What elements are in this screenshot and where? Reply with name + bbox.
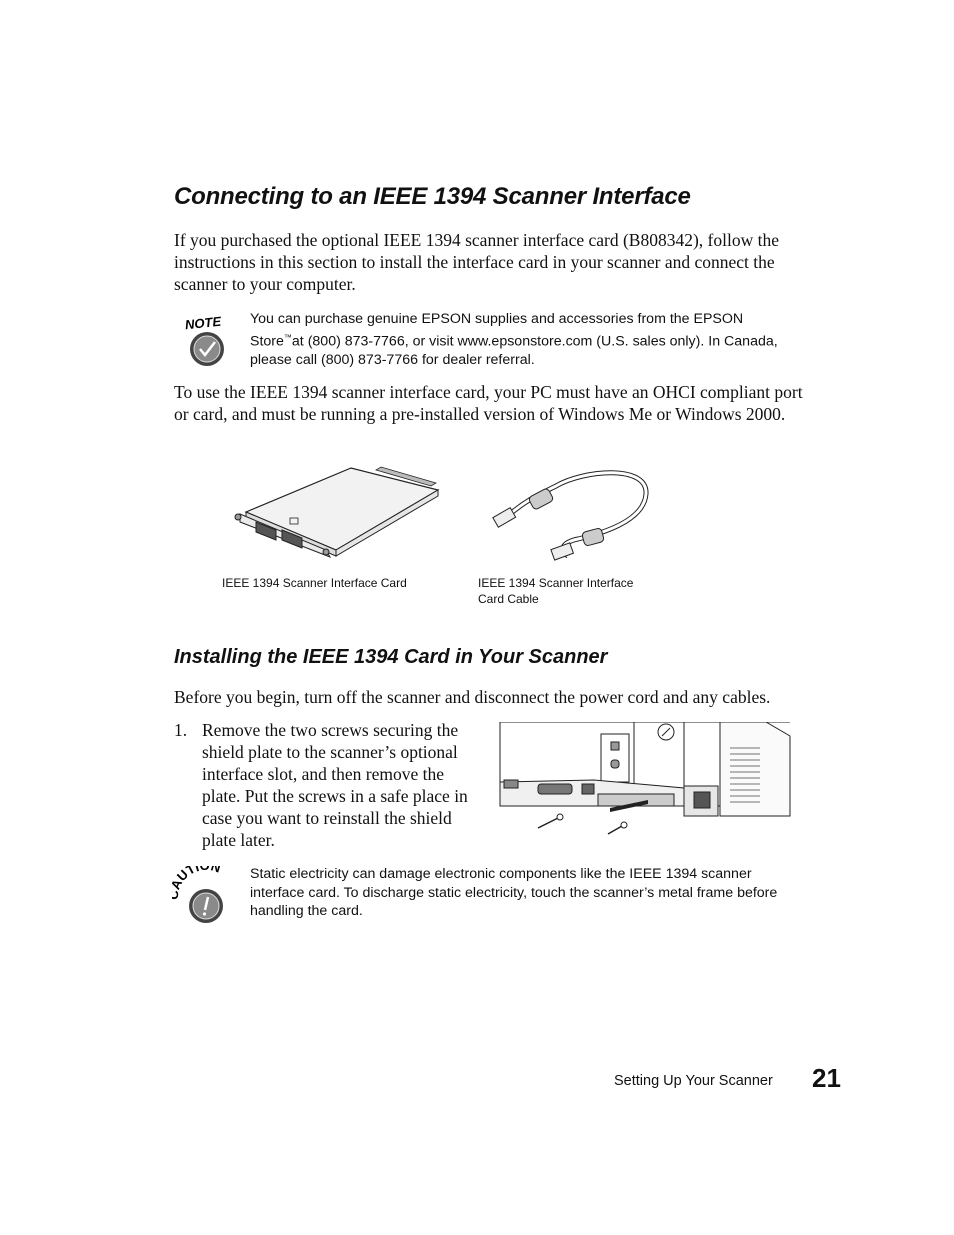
caution-label: UTI N: [173, 866, 223, 884]
cable-illustration: [488, 464, 653, 569]
step-number: 1.: [174, 720, 188, 740]
interface-card-illustration: [226, 464, 446, 564]
page-title: Connecting to an IEEE 1394 Scanner Interface: [174, 183, 691, 210]
cable-caption: IEEE 1394 Scanner Interface Card Cable: [478, 576, 634, 606]
note-text: You can purchase genuine EPSON supplies and accessories from the EPSON Store™at (800) 873-7766, or visit www.epsonstore.com (U.S. sales only). In Canada, please call (800) 873-7766 for dealer referral.: [250, 311, 778, 368]
footer-section-label: Setting Up Your Scanner: [614, 1073, 773, 1089]
scanner-back-illustration: [498, 722, 792, 842]
requirements-paragraph: To use the IEEE 1394 scanner interface card, your PC must have an OHCI compliant port or card, and must be running a pre-installed version of Windows Me or Windows 2000.: [174, 382, 803, 424]
caution-text: Static electricity can damage electronic components like the IEEE 1394 scanner interface card. To discharge static electricity, touch the scanner’s metal frame before handling the card.: [250, 866, 778, 919]
intro-paragraph: If you purchased the optional IEEE 1394 scanner interface card (B808342), follow the instructions in this section to install the interface card in your scanner and connect the scanner to your computer.: [174, 230, 779, 294]
before-paragraph: Before you begin, turn off the scanner and disconnect the power cord and any cables.: [174, 687, 771, 707]
card-caption: IEEE 1394 Scanner Interface Card: [222, 576, 407, 590]
note-label: NOTE: [184, 313, 222, 333]
step-text: Remove the two screws securing the shield plate to the scanner’s optional interface slot, and then remove the plate. Put the screws in a safe place in case you want to reinstall the shield plate later.: [202, 720, 468, 850]
note-icon: [182, 309, 234, 369]
page-number: 21: [812, 1063, 841, 1093]
section-subheading: Installing the IEEE 1394 Card in Your Scanner: [174, 646, 608, 668]
caution-icon: [172, 866, 240, 928]
